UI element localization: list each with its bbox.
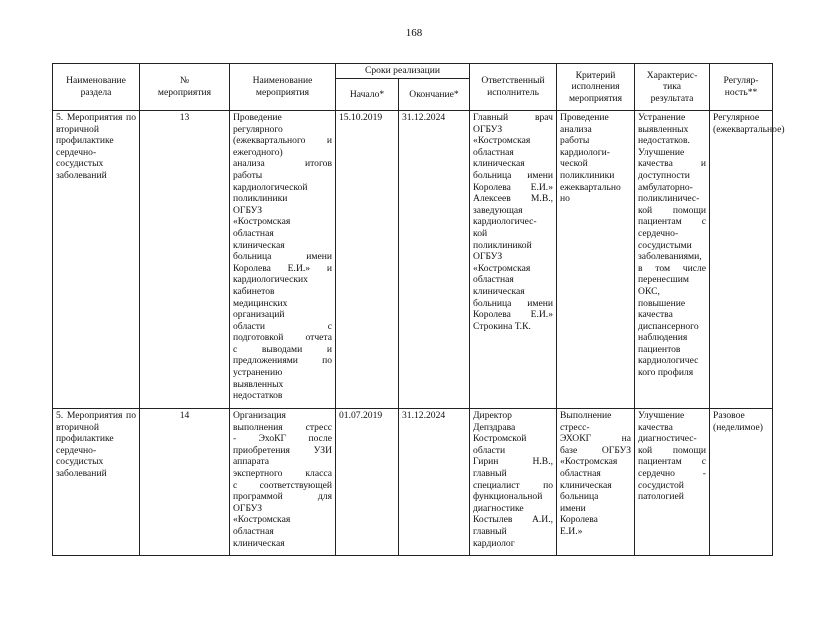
cell-text-line: Выполнение [560,410,612,421]
cell-text-line: ОГБУЗ [473,251,503,263]
cell-text-line: кабинетов [233,285,275,297]
page-number: 168 [405,27,423,39]
cell-number: 14 [140,409,230,556]
cell-text-line: диагностике [473,502,524,514]
cell-text-line: ОГБУЗ [233,502,263,514]
cell-text-line: поликлиничес- [638,193,700,205]
cell-result [635,111,710,409]
cell-text-line: «Костромская [473,135,531,147]
cell-text-line: ОКС, [638,285,660,297]
cell-text-line: Е.И.» [560,525,583,537]
cell-text-line: сердечно- [56,146,97,158]
cell-text-line: поликлиники [233,193,288,205]
cell-text-line: областная [560,467,601,479]
cell-text-line: клиническая [473,158,525,170]
cell-text-line: Устранение [638,112,686,123]
cell-text-line: с выводами и [233,343,332,355]
cell-criterion [557,409,635,556]
cell-text-line: стресс- [560,421,590,433]
cell-text-line: регулярного [233,123,283,135]
cell-text-line: больница имени [473,169,554,181]
cell-result [635,409,710,556]
cell-text-line: вторичной [56,123,99,135]
cell-text-line: областная [473,146,514,158]
cell-text-line: Главный врач [473,112,554,123]
cell-text-line: работы [233,169,263,181]
cell-start: 01.07.2019 [336,409,399,556]
cell-text-line: кой помощи [638,204,707,216]
cell-text-line: Улучшение [638,146,685,158]
header-regularity: Регуляр- ность** [710,64,773,111]
cell-responsible [470,409,557,556]
header-start: Начало* [336,79,399,111]
cell-text-line: Королева Е.И.» и [233,262,332,274]
cell-text-line: (ежеквартальное) [713,123,785,135]
cell-text-line: выполнения стресс [233,421,332,433]
cell-text-line: повышение [638,297,686,309]
cell-text-line: сосудистыми [638,239,692,251]
cell-text-line: сердечно - [638,467,707,479]
cell-text-line: Королева Е.И.» [473,309,554,321]
cell-text-line: клиническая [473,285,525,297]
cell-text-line: ОГБУЗ [233,204,263,216]
cell-text-line: клиническая [560,479,612,491]
cell-text-line: сосудистых [56,456,104,468]
cell-text-line: экспертного класса [233,467,332,479]
cell-text-line: заболеваний [56,169,107,181]
header-criterion: Критерий исполнения мероприятия [557,64,635,111]
cell-text-line: «Костромская [560,456,618,468]
cell-text-line: амбулаторно- [638,181,693,193]
cell-text-line: областная [233,227,274,239]
cell-text-line: кардиологических [233,274,308,286]
cell-text-line: областная [233,525,274,537]
header-name: Наименование мероприятия [230,64,336,111]
cell-number: 13 [140,111,230,409]
cell-text-line: Костромской [473,433,527,445]
activities-table [52,63,785,556]
cell-text-line: больница имени [473,297,554,309]
cell-text-line: главный [473,467,507,479]
cell-text-line: Проведение [233,112,282,123]
header-responsible: Ответственный исполнитель [470,64,557,111]
cell-text-line: но [560,193,570,205]
cell-text-line: - ЭхоКГ после [233,433,332,445]
cell-text-line: кого профиля [638,367,694,379]
cell-text-line: поликлиники [560,169,615,181]
cell-text-line: 5. Мероприятия по [56,410,136,421]
cell-text-line: патологией [638,491,684,503]
cell-text-line: сердечно- [56,444,97,456]
cell-text-line: перенесшим [638,274,689,286]
cell-text-line: ежегодного) [233,146,283,158]
cell-text-line: Организация [233,410,286,421]
cell-text-line: имени [560,502,586,514]
cell-text-line: вторичной [56,421,99,433]
cell-text-line: качества [638,309,673,321]
cell-text-line: «Костромская [473,262,531,274]
cell-name [230,409,336,556]
header-section: Наименование раздела [53,64,140,111]
cell-text-line: ОГБУЗ [473,123,503,135]
cell-text-line: наблюдения [638,332,688,344]
cell-text-line: (неделимое) [713,421,763,433]
cell-text-line: работы [560,135,590,147]
cell-text-line: (ежеквартального и [233,135,332,147]
cell-text-line: качества [638,421,673,433]
cell-text-line: Костылев А.И., [473,514,554,526]
cell-text-line: заболеваний [56,467,107,479]
cell-text-line: кардиологичес- [473,216,537,228]
cell-text-line: выявленных [638,123,689,135]
cell-text-line: доступности [638,169,690,181]
header-timing: Сроки реализации [336,64,470,79]
cell-name [230,111,336,409]
cell-text-line: приобретения УЗИ [233,444,332,456]
cell-text-line: клиническая [233,537,285,549]
cell-text-line: анализа [560,123,592,135]
cell-text-line: области [473,444,506,456]
cell-text-line: Регулярное [713,112,760,123]
cell-text-line: больница [560,491,599,503]
cell-text-line: сердечно- [638,227,679,239]
cell-text-line: заведующая [473,204,523,216]
cell-text-line: качества и [638,158,707,170]
cell-text-line: сосудистой [638,479,684,491]
cell-regularity [710,409,773,556]
cell-text-line: «Костромская [233,514,291,526]
table-row [53,111,773,409]
cell-text-line: Директор [473,410,512,421]
cell-end: 31.12.2024 [399,409,470,556]
cell-text-line: кардиологичес [638,355,699,367]
cell-section [53,111,140,409]
cell-text-line: кой [473,227,488,239]
cell-text-line: функциональной [473,491,543,503]
cell-text-line: выявленных [233,378,284,390]
cell-text-line: поликлиникой [473,239,532,251]
cell-start: 15.10.2019 [336,111,399,409]
cell-text-line: кардиологи- [560,146,610,158]
cell-text-line: медицинских [233,297,288,309]
cell-text-line: базе ОГБУЗ [560,444,632,456]
cell-text-line: Гирин Н.В., [473,456,554,468]
cell-text-line: предложениями по [233,355,332,367]
cell-text-line: ежеквартально [560,181,621,193]
cell-text-line: ческой [560,158,588,170]
cell-text-line: Проведение [560,112,609,123]
cell-text-line: кардиологической [233,181,308,193]
cell-text-line: клиническая [233,239,285,251]
cell-text-line: ЭХОКГ на [560,433,632,445]
cell-text-line: недостатков. [638,135,690,147]
cell-text-line: Королева Е.И.» [473,181,554,193]
cell-text-line: недостатков [233,390,283,402]
cell-text-line: пациентов [638,343,681,355]
cell-text-line: Алексеев М.В., [473,193,554,205]
cell-end: 31.12.2024 [399,111,470,409]
cell-text-line: диагностичес- [638,433,697,445]
cell-text-line: программой для [233,491,332,503]
table-row [53,409,773,556]
cell-criterion [557,111,635,409]
cell-text-line: Строкина Т.К. [473,320,531,332]
cell-text-line: заболеваниями, [638,251,702,263]
cell-text-line: аппарата [233,456,270,468]
cell-text-line: пациентам с [638,216,707,228]
cell-text-line: Разовое [713,410,745,421]
cell-text-line: анализа итогов [233,158,332,170]
cell-text-line: диспансерного [638,320,699,332]
cell-section [53,409,140,556]
header-result: Характерис- тика результата [635,64,710,111]
cell-text-line: «Костромская [233,216,291,228]
cell-text-line: специалист по [473,479,554,491]
cell-text-line: сосудистых [56,158,104,170]
cell-text-line: устранению [233,367,283,379]
cell-text-line: профилактике [56,433,114,445]
cell-text-line: пациентам с [638,456,707,468]
cell-text-line: Улучшение [638,410,685,421]
cell-text-line: с соответствующей [233,479,332,491]
header-number: № мероприятия [140,64,230,111]
cell-regularity [710,111,785,409]
cell-text-line: Королева [560,514,598,526]
cell-text-line: Депздрава [473,421,516,433]
cell-text-line: главный [473,525,507,537]
cell-text-line: области с [233,320,332,332]
cell-text-line: кой помощи [638,444,707,456]
cell-text-line: 5. Мероприятия по [56,112,136,123]
cell-responsible [470,111,557,409]
cell-text-line: областная [473,274,514,286]
cell-text-line: больница имени [233,251,332,263]
cell-text-line: кардиолог [473,537,515,549]
header-end: Окончание* [399,79,470,111]
cell-text-line: профилактике [56,135,114,147]
cell-text-line: подготовкой отчета [233,332,332,344]
cell-text-line: организаций [233,309,285,321]
cell-text-line: в том числе [638,262,707,274]
